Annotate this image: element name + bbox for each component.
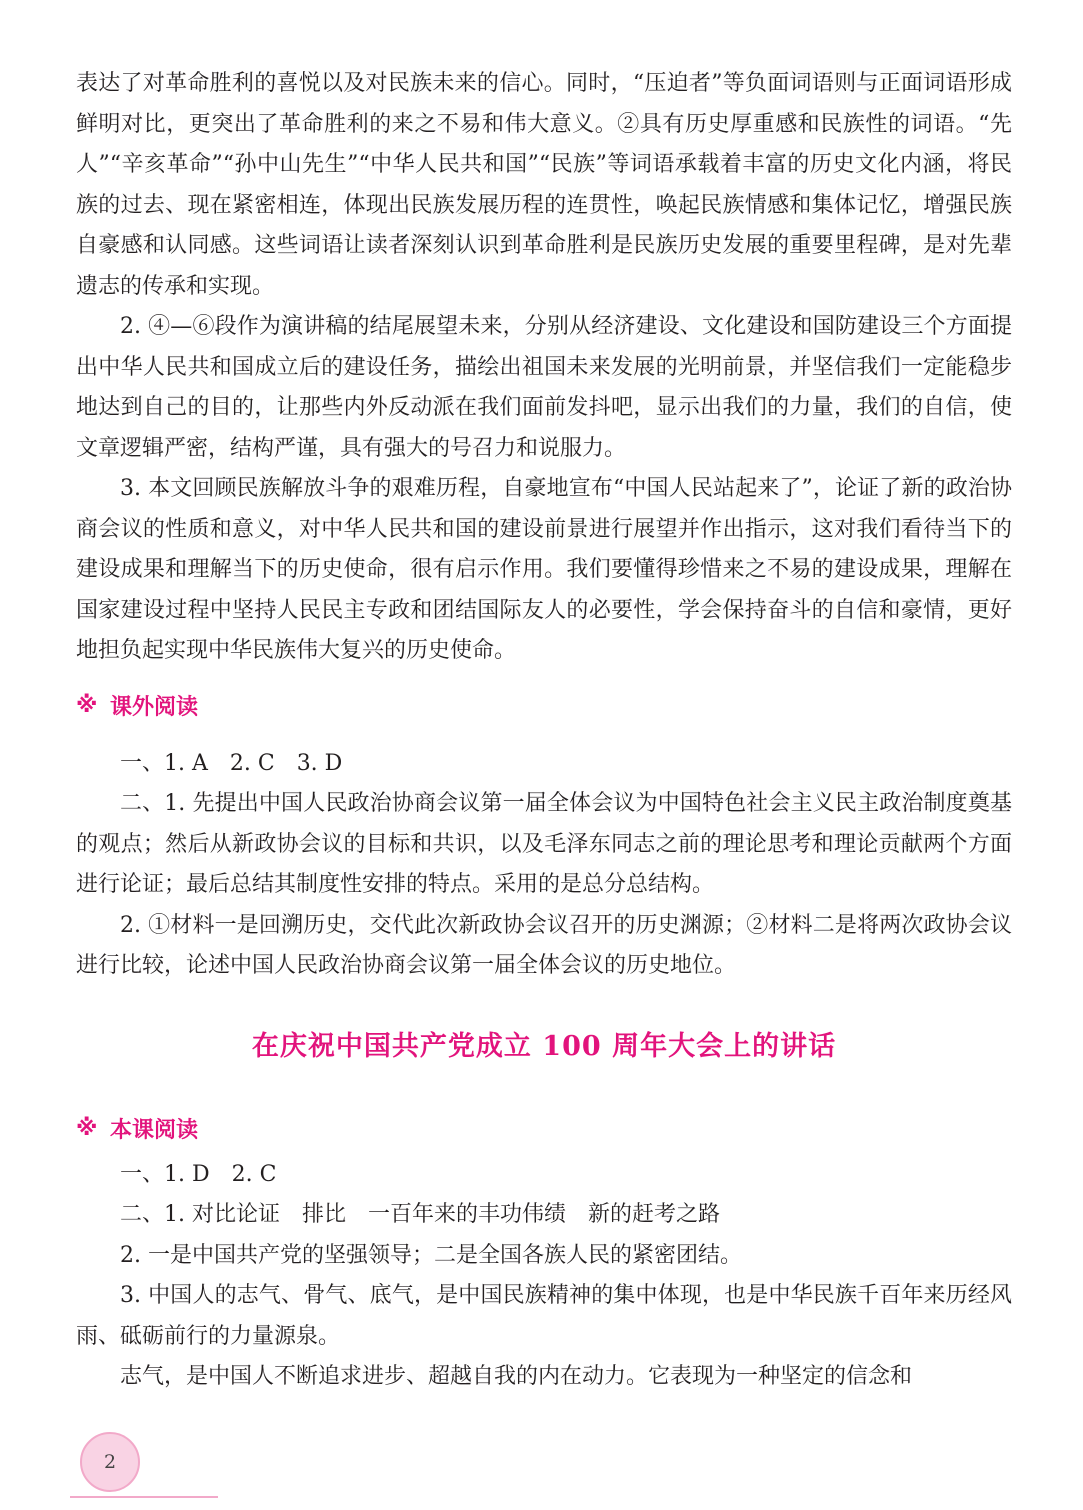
- answer-paragraph-methods: 二、1. 对比论证 排比 一百年来的丰功伟绩 新的赶考之路: [120, 1202, 720, 1227]
- footer-rule: [70, 1496, 218, 1498]
- paragraph-continued: 表达了对革命胜利的喜悦以及对民族未来的信心。同时，“压迫者”等负面词语则与正面词语形成鲜明对比，更突出了革命胜利的来之不易和伟大意义。②具有历史厚重感和民族性的词语。“先人”“辛亥革命”“孙中山先生”“中华人民共和国”“民族”等词语承载着丰富的历史文化内涵，将民族的过去、现在紧密相连，体现出民族发展历程的连贯性，唤起民族情感和集体记忆，增强民族自豪感和认同感。这些词语让读者深刻认识到革命胜利是民族历史发展的重要里程碑，是对先辈遗志的传承和实现。: [76, 71, 1012, 299]
- reference-mark-icon: ※: [76, 693, 98, 718]
- answer-paragraph-spirit: 3. 中国人的志气、骨气、底气，是中国民族精神的集中体现，也是中华民族千百年来历经风雨、砥砺前行的力量源泉。: [76, 1283, 1012, 1349]
- reference-mark-icon: ※: [76, 1116, 98, 1141]
- section-heading-lesson-reading: [76, 1109, 1012, 1149]
- answer-paragraph-leadership: 2. 一是中国共产党的坚强领导；二是全国各族人民的紧密团结。: [120, 1242, 742, 1268]
- page-number: 2: [103, 1451, 117, 1473]
- page-footer: [62, 1451, 154, 1510]
- answer-paragraph-structure: 二、1. 先提出中国人民政治协商会议第一届全体会议为中国特色社会主义民主政治制度奠基的观点；然后从新政协会议的目标和共识，以及毛泽东同志之前的理论思考和理论贡献两个方面进行论证；最后总结其制度性安排的特点。采用的是总分总结构。: [76, 791, 1012, 897]
- answer-paragraph-3: 3. 本文回顾民族解放斗争的艰难历程，自豪地宣布“中国人民站起来了”，论证了新的政治协商会议的性质和意义，对中华人民共和国的建设前景进行展望并作出指示，这对我们看待当下的建设成果和理解当下的历史使命，很有启示作用。我们要懂得珍惜来之不易的建设成果，理解在国家建设过程中坚持人民民主专政和团结国际友人的必要性，学会保持奋斗的自信和豪情，更好地担负起实现中华民族伟大复兴的历史使命。: [76, 476, 1012, 663]
- page-content: [76, 64, 1012, 1398]
- section-heading-label: 课外阅读: [110, 695, 199, 720]
- section-heading-label: 本课阅读: [110, 1118, 199, 1143]
- answer-paragraph-choice-2: 一、1. D 2. C: [120, 1161, 277, 1187]
- answer-paragraph-materials: 2. ①材料一是回溯历史，交代此次新政协会议召开的历史渊源；②材料二是将两次政协会议进行比较，论述中国人民政治协商会议第一届全体会议的历史地位。: [76, 912, 1012, 978]
- page-number-badge: [80, 1432, 140, 1492]
- lesson-title: 在庆祝中国共产党成立 100 周年大会上的讲话: [251, 1030, 837, 1062]
- answer-paragraph-ambition: 志气，是中国人不断追求进步、超越自我的内在动力。它表现为一种坚定的信念和: [120, 1364, 913, 1389]
- section-heading-extracurricular: [76, 686, 1012, 726]
- answer-paragraph-2: 2. ④—⑥段作为演讲稿的结尾展望未来，分别从经济建设、文化建设和国防建设三个方面提出中华人民共和国成立后的建设任务，描绘出祖国未来发展的光明前景，并坚信我们一定能稳步地达到自己的目的，让那些内外反动派在我们面前发抖吧，显示出我们的力量，我们的自信，使文章逻辑严密，结构严谨，具有强大的号召力和说服力。: [76, 314, 1012, 461]
- answer-paragraph-choice: 一、1. A 2. C 3. D: [120, 750, 343, 776]
